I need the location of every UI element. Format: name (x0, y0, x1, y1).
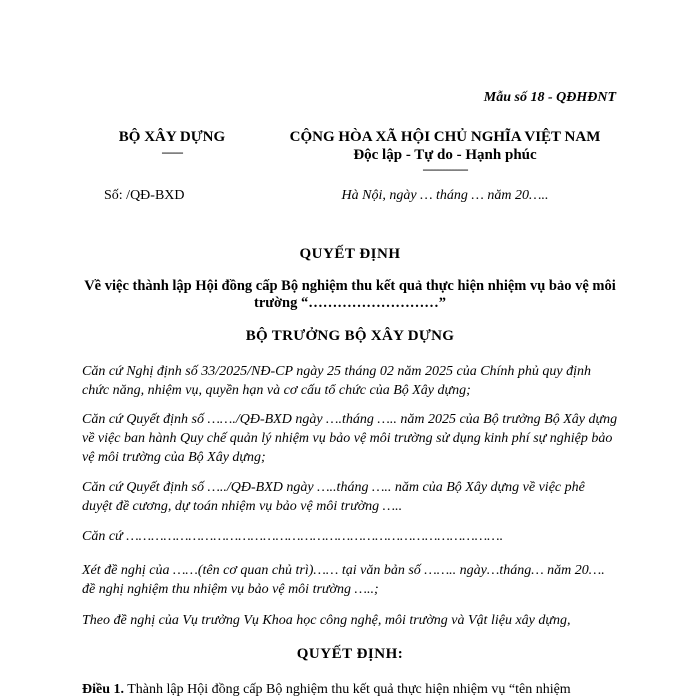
legal-basis-5: Xét đề nghị của ……(tên cơ quan chủ trì)…… tại văn bản số …….. ngày…tháng… năm 20…. đề nghị nghiệm thu nhiệm vụ bảo vệ môi trường …..; (82, 563, 605, 597)
agency-separator: ------- (161, 145, 183, 159)
agency-name: BỘ XÂY DỰNG (118, 129, 226, 145)
legal-basis-1: Căn cứ Nghị định số 33/2025/NĐ-CP ngày 25 tháng 02 năm 2025 của Chính phủ quy định chức năng, nhiệm vụ, quyền hạn và cơ cấu tổ chức của Bộ Xây dựng; (82, 364, 592, 398)
form-code: Mẫu số 18 - QĐHĐNT (483, 90, 616, 105)
state-motto: Độc lập - Tự do - Hạnh phúc (353, 147, 537, 163)
legal-basis-2: Căn cứ Quyết định số ……./QĐ-BXD ngày ….tháng ….. năm 2025 của Bộ trưởng Bộ Xây dựng về việc ban hành Quy chế quản lý nhiệm vụ bảo vệ môi trường sử dụng kinh phí sự nghiệp bảo vệ môi trường của Bộ Xây dựng; (82, 412, 618, 465)
legal-basis-6: Theo đề nghị của Vụ trưởng Vụ Khoa học công nghệ, môi trường và Vật liệu xây dựng, (82, 613, 571, 628)
place-date: Hà Nội, ngày … tháng … năm 20….. (341, 188, 549, 203)
document-number: Số: /QĐ-BXD (104, 188, 185, 203)
document-title: QUYẾT ĐỊNH (299, 246, 401, 262)
motto-separator: --------------- (422, 162, 468, 176)
legal-basis-3: Căn cứ Quyết định số …../QĐ-BXD ngày …..tháng ….. năm của Bộ Xây dựng về việc phê duyệt đề cương, dự toán nhiệm vụ bảo vệ môi trường ….. (82, 480, 585, 514)
state-block (272, 128, 618, 174)
agency-block (82, 128, 262, 158)
issuing-authority: BỘ TRƯỞNG BỘ XÂY DỰNG (245, 328, 455, 344)
article-1 (82, 680, 618, 699)
state-name: CỘNG HÒA XÃ HỘI CHỦ NGHĨA VIỆT NAM (289, 129, 601, 145)
legal-basis-4: Căn cứ ………………………………………………………………………………. (82, 529, 504, 544)
decision-heading: QUYẾT ĐỊNH: (296, 646, 404, 662)
document-subject: Về việc thành lập Hội đồng cấp Bộ nghiệm thu kết quả thực hiện nhiệm vụ bảo vệ môi trường “………………………” (84, 278, 616, 311)
article-1-text: Thành lập Hội đồng cấp Bộ nghiệm thu kết quả thực hiện nhiệm vụ “tên nhiệm (124, 682, 571, 697)
article-1-label: Điều 1. (82, 682, 124, 697)
